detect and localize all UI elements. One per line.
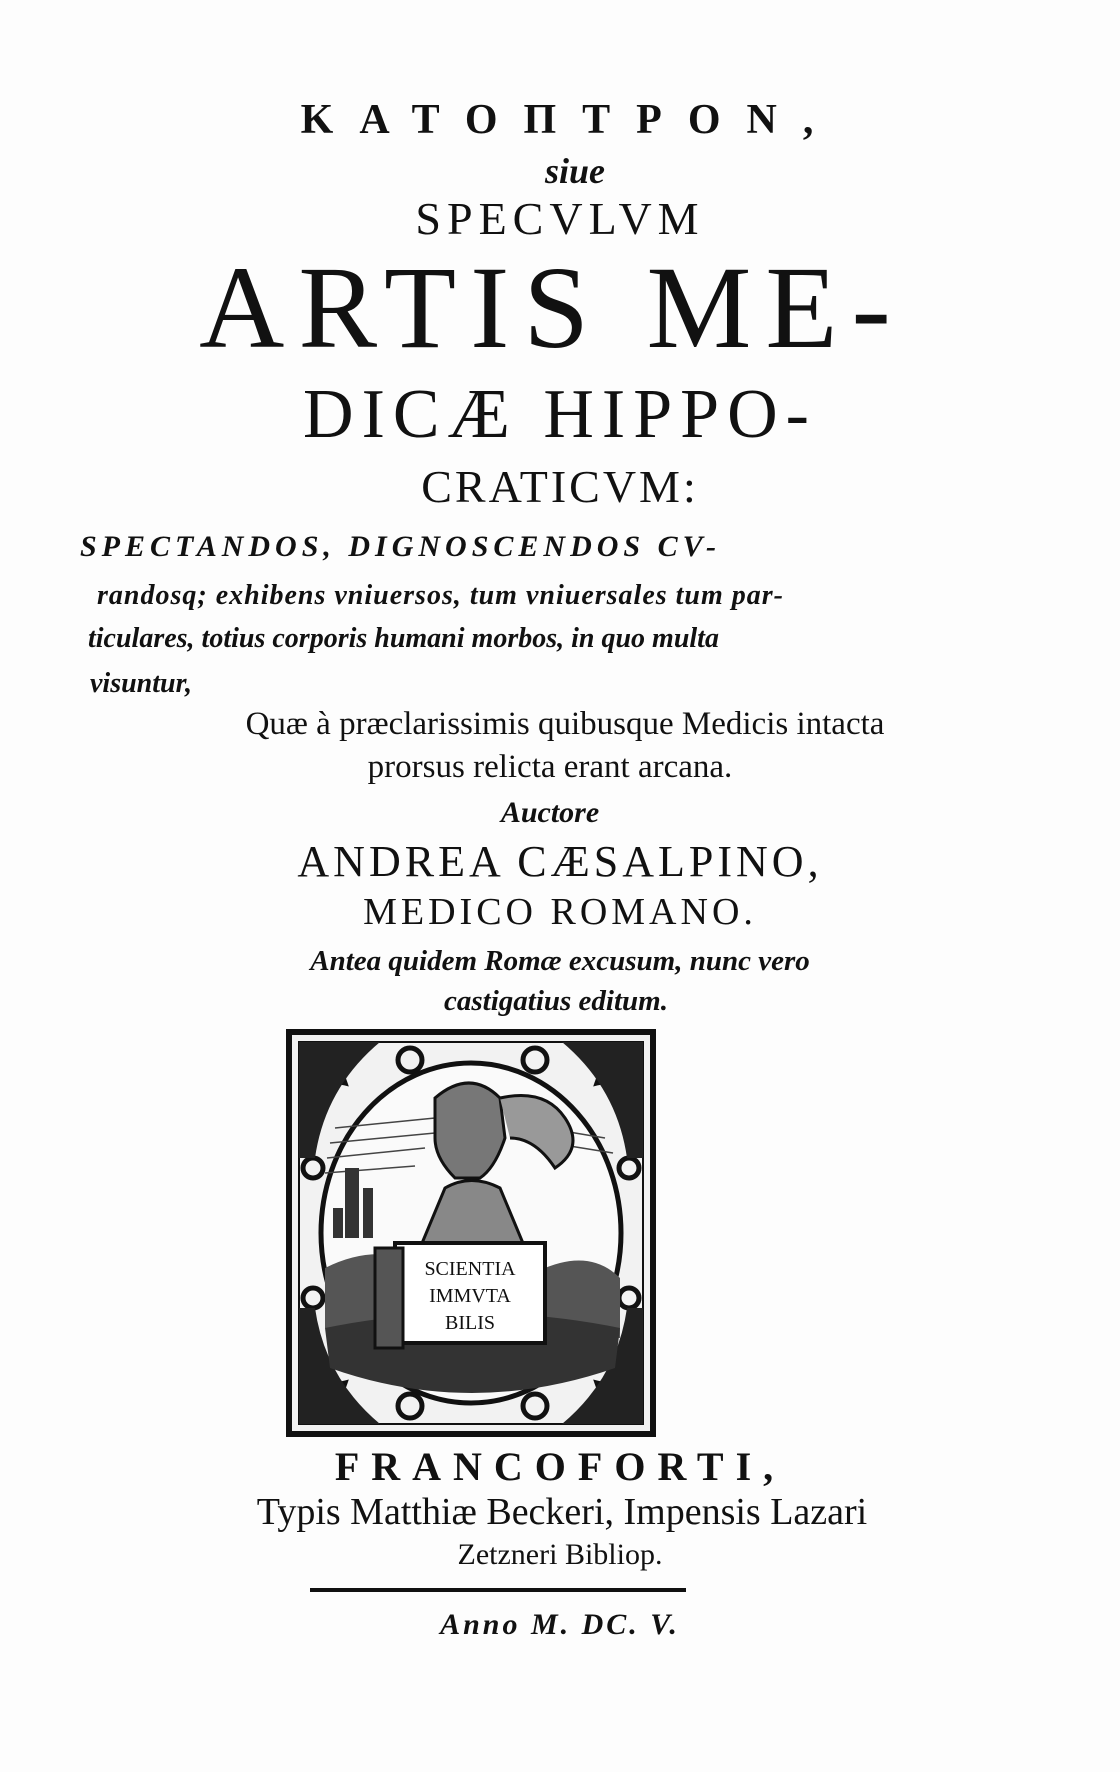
author-name: ANDREA CÆSALPINO, <box>297 837 823 886</box>
imprint-city: FRANCOFORTI, <box>334 1444 786 1489</box>
sive-word: siue <box>544 151 605 191</box>
main-title-artis: ARTIS ME- <box>199 242 905 373</box>
publication-year: Anno M. DC. V. <box>440 1608 680 1641</box>
printers-mark-woodcut <box>285 1028 657 1438</box>
description-line-4: visuntur, <box>90 668 192 699</box>
edition-line-2: castigatius editum. <box>444 985 668 1017</box>
description-line-3: ticulares, totius corporis humani morbos, in quo multa <box>88 623 719 654</box>
speculum-heading: SPECVLVM <box>415 193 705 244</box>
author-title: MEDICO ROMANO. <box>363 891 757 933</box>
imprint-printer: Typis Matthiæ Beckeri, Impensis Lazari <box>256 1491 868 1533</box>
quae-line: Quæ à præclarissimis quibusque Medicis intacta <box>245 706 885 742</box>
auctore-word: Auctore <box>500 796 600 829</box>
imprint-bookseller: Zetzneri Bibliop. <box>457 1538 663 1571</box>
main-title-craticum: CRATICVM: <box>421 461 699 512</box>
imprint-rule <box>310 1588 686 1592</box>
prorsus-line: prorsus relicta erant arcana. <box>367 749 733 785</box>
motto-line-2: IMMVTA <box>429 1285 511 1307</box>
main-title-dicae: DICÆ HIPPO- <box>303 376 817 453</box>
motto-line-1: SCIENTIA <box>424 1258 516 1280</box>
description-line-1: SPECTANDOS, DIGNOSCENDOS CV- <box>80 530 721 563</box>
motto-line-3: BILIS <box>445 1312 495 1334</box>
edition-line-1: Antea quidem Romæ excusum, nunc vero <box>310 945 810 977</box>
greek-title: ΚΑΤΟΠΤΡΟΝ, <box>300 97 840 143</box>
description-line-2: randosq; exhibens vniuersos, tum vniuersales tum par- <box>97 580 784 611</box>
